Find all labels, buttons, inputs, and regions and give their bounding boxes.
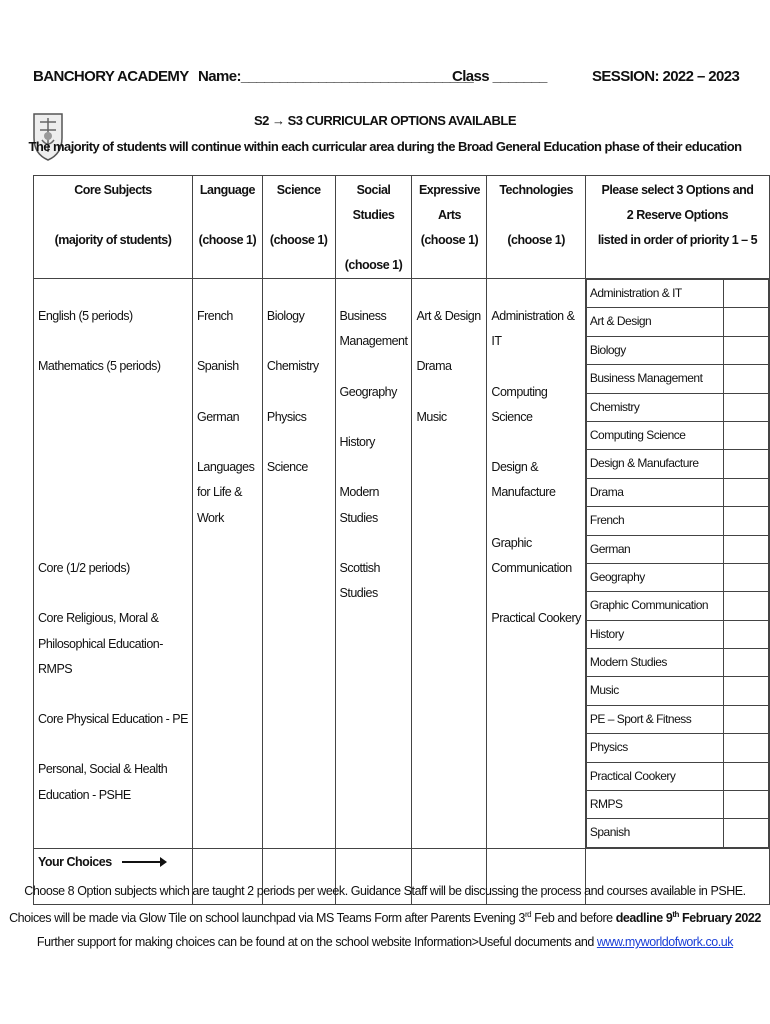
- option-row: Geography: [586, 563, 768, 591]
- priority-input[interactable]: [724, 336, 769, 364]
- header-language: Language (choose 1): [192, 176, 262, 279]
- options-list: [586, 279, 769, 848]
- priority-input[interactable]: [724, 365, 769, 393]
- priority-input[interactable]: [724, 734, 769, 762]
- core-english: English (5 periods): [38, 309, 133, 323]
- option-row: History: [586, 620, 768, 648]
- header-technologies: Technologies (choose 1): [487, 176, 585, 279]
- table-body-row: [34, 279, 770, 849]
- footer-line-2: Choices will be made via Glow Tile on school launchpad via MS Teams Form after Parents Evening 3rd Feb and before deadline 9th February 2022: [9, 910, 761, 926]
- table-header-row: [34, 176, 770, 279]
- expressive-arts-column: Art & Design Drama Music: [412, 279, 487, 849]
- technologies-column: Administration & IT Computing Science Design & Manufacture Graphic Communication Practical Cookery: [487, 279, 585, 849]
- priority-input[interactable]: [724, 507, 769, 535]
- priority-input[interactable]: [724, 791, 769, 819]
- option-row: Art & Design: [586, 308, 768, 336]
- priority-input[interactable]: [724, 421, 769, 449]
- priority-input[interactable]: [724, 705, 769, 733]
- option-row: Modern Studies: [586, 649, 768, 677]
- option-row: Chemistry: [586, 393, 768, 421]
- option-row: Business Management: [586, 365, 768, 393]
- option-row: Design & Manufacture: [586, 450, 768, 478]
- option-row: Administration & IT: [586, 280, 768, 308]
- footer-line-1: Choose 8 Option subjects which are taught 2 periods per week. Guidance Staff will be discussing the process and courses available in PSHE.: [24, 884, 746, 898]
- right-arrow-icon: [122, 861, 164, 863]
- priority-input[interactable]: [724, 592, 769, 620]
- option-row: French: [586, 507, 768, 535]
- option-row: Biology: [586, 336, 768, 364]
- option-row: German: [586, 535, 768, 563]
- header-core: Core Subjects (majority of students): [34, 176, 193, 279]
- option-row: Drama: [586, 478, 768, 506]
- header-science: Science (choose 1): [262, 176, 335, 279]
- option-row: Graphic Communication: [586, 592, 768, 620]
- core-pshe: Personal, Social & Health: [38, 762, 168, 777]
- core-subjects-column: English (5 periods) Mathematics (5 periods) Core (1/2 periods) Core Religious, Moral & Philosophical Education- RMPS Core Physical Education - PE Personal, Social & Health Education - PSHE: [34, 279, 193, 849]
- core-rmps: Core Religious, Moral &: [38, 611, 159, 626]
- social-studies-column: Business Management Geography History Modern Studies Scottish Studies: [335, 279, 412, 849]
- options-table: [33, 175, 770, 905]
- option-row: Computing Science: [586, 421, 768, 449]
- priority-input[interactable]: [724, 478, 769, 506]
- header-select-options: Please select 3 Options and 2 Reserve Options listed in order of priority 1 – 5: [585, 176, 769, 279]
- header-expressive-arts: Expressive Arts (choose 1): [412, 176, 487, 279]
- your-choices-label: Your Choices: [34, 848, 193, 904]
- myworldofwork-link[interactable]: www.myworldofwork.co.uk: [596, 935, 734, 949]
- option-row: RMPS: [586, 791, 768, 819]
- priority-input[interactable]: [724, 563, 769, 591]
- priority-input[interactable]: [724, 450, 769, 478]
- language-column: French Spanish German Languages for Life & Work: [192, 279, 262, 849]
- priority-input[interactable]: [724, 649, 769, 677]
- option-row: PE – Sport & Fitness: [586, 705, 768, 733]
- priority-input[interactable]: [724, 308, 769, 336]
- core-periods: Core (1/2 periods): [38, 560, 130, 575]
- option-row: Spanish: [586, 819, 768, 847]
- options-selection-column: [585, 279, 769, 849]
- priority-input[interactable]: [724, 280, 769, 308]
- priority-input[interactable]: [724, 535, 769, 563]
- student-name-field[interactable]: Name:______________________________: [198, 68, 474, 85]
- school-name: BANCHORY ACADEMY: [33, 68, 189, 85]
- priority-input[interactable]: [724, 393, 769, 421]
- core-pe: Core Physical Education - PE: [38, 712, 188, 727]
- options-title: S2 → S3 CURRICULAR OPTIONS AVAILABLE: [253, 113, 516, 128]
- option-row: Physics: [586, 734, 768, 762]
- option-row: Practical Cookery: [586, 762, 768, 790]
- options-subtitle: The majority of students will continue within each curricular area during the Broad General Education phase of their education: [28, 139, 742, 154]
- priority-input[interactable]: [724, 819, 769, 847]
- core-maths: Mathematics (5 periods): [38, 359, 161, 374]
- session-label: SESSION: 2022 – 2023: [592, 68, 740, 85]
- science-column: Biology Chemistry Physics Science: [262, 279, 335, 849]
- priority-input[interactable]: [724, 620, 769, 648]
- header-social-studies: Social Studies (choose 1): [335, 176, 412, 279]
- class-field[interactable]: Class _______: [452, 68, 547, 85]
- footer-line-3: Further support for making choices can be found at on the school website Information>Useful documents and www.myworldofwork.co.uk: [36, 935, 734, 949]
- priority-input[interactable]: [724, 762, 769, 790]
- priority-input[interactable]: [724, 677, 769, 705]
- option-row: Music: [586, 677, 768, 705]
